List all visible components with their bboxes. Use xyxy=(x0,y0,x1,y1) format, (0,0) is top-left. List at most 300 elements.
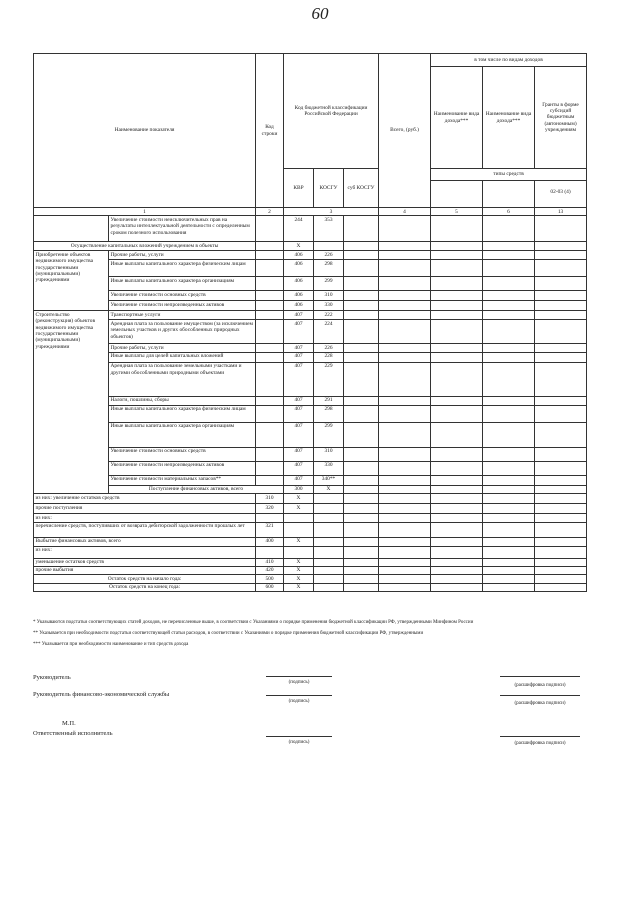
value-cell xyxy=(535,422,587,447)
value-cell xyxy=(431,251,483,260)
row-code: 320 xyxy=(256,504,284,514)
signature-executor-decode-line xyxy=(500,736,580,737)
value-cell xyxy=(483,522,535,537)
header-indicator: Наименование показателя xyxy=(34,54,256,208)
value-cell xyxy=(379,260,431,277)
value-cell xyxy=(483,504,535,514)
value-cell xyxy=(379,546,431,558)
value-cell xyxy=(379,301,431,311)
kvr-cell: X xyxy=(284,583,314,591)
table-row xyxy=(34,522,587,537)
row-code xyxy=(256,514,284,522)
value-cell xyxy=(483,566,535,574)
value-cell xyxy=(535,575,587,583)
value-cell xyxy=(344,242,379,251)
row-label: Увеличение стоимости основных средств xyxy=(109,447,256,461)
row-label: Иные выплаты капитального характера организациям xyxy=(109,277,256,291)
row-label: Увеличение стоимости основных средств xyxy=(109,291,256,301)
table-row xyxy=(34,291,587,301)
value-cell xyxy=(483,475,535,485)
value-cell xyxy=(535,242,587,251)
kosgu-cell: 229 xyxy=(314,362,344,396)
row-code xyxy=(256,277,284,291)
row-label: прочие выбытия xyxy=(34,566,256,574)
value-cell xyxy=(379,311,431,320)
row-code xyxy=(256,352,284,362)
value-cell xyxy=(344,494,379,504)
value-cell xyxy=(483,344,535,352)
kvr-cell xyxy=(284,546,314,558)
row-code xyxy=(256,546,284,558)
value-cell xyxy=(344,461,379,475)
column-number: 4 xyxy=(379,208,431,216)
column-number: 3 xyxy=(284,208,379,216)
kvr-cell: 407 xyxy=(284,461,314,475)
kvr-cell: 407 xyxy=(284,396,314,405)
row-code: 410 xyxy=(256,558,284,566)
value-cell xyxy=(535,344,587,352)
value-cell xyxy=(379,396,431,405)
value-cell xyxy=(431,566,483,574)
value-cell xyxy=(379,352,431,362)
value-cell xyxy=(344,311,379,320)
row-label: из них: xyxy=(34,514,256,522)
table-row xyxy=(34,242,587,251)
kvr-cell xyxy=(284,522,314,537)
kvr-cell: 407 xyxy=(284,344,314,352)
row-label: Увеличение стоимости материальных запасов** xyxy=(109,475,256,485)
value-cell xyxy=(483,558,535,566)
table-row xyxy=(34,396,587,405)
kosgu-cell: 330 xyxy=(314,301,344,311)
row-label: Арендная плата за пользование имуществом (за исключением земельных участков и других обособленных природных объектов) xyxy=(109,320,256,344)
kvr-cell: X xyxy=(284,504,314,514)
row-label: Иные выплаты капитального характера организациям xyxy=(109,422,256,447)
table-row xyxy=(34,494,587,504)
value-cell xyxy=(379,251,431,260)
column-numbers-row xyxy=(34,208,587,216)
row-code xyxy=(256,301,284,311)
value-cell xyxy=(431,422,483,447)
value-cell xyxy=(431,475,483,485)
value-cell xyxy=(344,216,379,242)
value-cell xyxy=(431,575,483,583)
value-cell xyxy=(431,504,483,514)
table-row xyxy=(34,352,587,362)
table-row xyxy=(34,546,587,558)
sign-caption: (подпись) xyxy=(288,740,310,745)
table-row xyxy=(34,320,587,344)
row-code xyxy=(256,422,284,447)
row-label: Поступление финансовых активов, всего xyxy=(109,485,284,493)
kosgu-cell: 226 xyxy=(314,344,344,352)
value-cell xyxy=(431,537,483,546)
value-cell xyxy=(431,362,483,396)
table-body xyxy=(34,216,587,592)
signature-head-sign-line xyxy=(266,676,332,677)
value-cell xyxy=(344,447,379,461)
value-cell xyxy=(431,216,483,242)
row-code xyxy=(256,242,284,251)
signature-finance-label: Руководитель финансово-экономической службы xyxy=(33,691,170,698)
kvr-cell: X xyxy=(284,242,314,251)
value-cell xyxy=(431,522,483,537)
value-cell xyxy=(344,396,379,405)
kosgu-cell xyxy=(314,504,344,514)
row-label: прочие поступления xyxy=(34,504,256,514)
value-cell xyxy=(483,320,535,344)
row-label: уменьшение остатков средств xyxy=(34,558,256,566)
row-label: Увеличение стоимости непроизведенных активов xyxy=(109,461,256,475)
row-code xyxy=(256,447,284,461)
value-cell xyxy=(535,494,587,504)
value-cell xyxy=(379,461,431,475)
kvr-cell: X xyxy=(284,537,314,546)
row-code xyxy=(256,461,284,475)
kvr-cell: 407 xyxy=(284,447,314,461)
header-incl: в том числе по видам доходов xyxy=(431,54,587,67)
signature-head-decode-line xyxy=(500,676,580,677)
value-cell xyxy=(379,485,431,493)
row-code xyxy=(256,475,284,485)
table-row xyxy=(34,311,587,320)
value-cell xyxy=(535,320,587,344)
header-kvr: КВР xyxy=(284,169,314,208)
value-cell xyxy=(344,422,379,447)
header-grants-code: 02-03 (4) xyxy=(550,189,571,195)
value-cell xyxy=(379,504,431,514)
value-cell xyxy=(431,461,483,475)
kosgu-cell: 291 xyxy=(314,396,344,405)
row-label: Иные выплаты капитального характера физическим лицам xyxy=(109,405,256,422)
value-cell xyxy=(535,352,587,362)
table-row xyxy=(34,260,587,277)
value-cell xyxy=(535,405,587,422)
value-cell xyxy=(344,277,379,291)
value-cell xyxy=(483,537,535,546)
value-cell xyxy=(379,344,431,352)
value-cell xyxy=(379,475,431,485)
kosgu-cell xyxy=(314,558,344,566)
value-cell xyxy=(344,260,379,277)
header-income-name-2: Наименование вида дохода*** xyxy=(483,67,535,169)
decode-caption: (расшифровка подписи) xyxy=(514,683,566,688)
row-code: 420 xyxy=(256,566,284,574)
value-cell xyxy=(344,405,379,422)
row-label: Транспортные услуги xyxy=(109,311,256,320)
value-cell xyxy=(431,320,483,344)
kvr-cell: X xyxy=(314,485,344,493)
row-label: из них: xyxy=(34,546,256,558)
value-cell xyxy=(483,251,535,260)
value-cell xyxy=(483,575,535,583)
header-row-code: Код строки xyxy=(256,54,284,208)
column-number: 2 xyxy=(256,208,284,216)
value-cell xyxy=(379,405,431,422)
value-cell xyxy=(535,260,587,277)
header-bcc: Код бюджетной классификации Российской Федерации xyxy=(284,54,379,169)
value-cell xyxy=(483,447,535,461)
kvr-cell: 244 xyxy=(284,216,314,242)
kvr-cell: 407 xyxy=(284,320,314,344)
value-cell xyxy=(535,447,587,461)
value-cell xyxy=(483,362,535,396)
stamp-place: М.П. xyxy=(62,720,76,727)
value-cell xyxy=(535,291,587,301)
row-label: Увеличение стоимости непроизведенных активов xyxy=(109,301,256,311)
kvr-cell: 407 xyxy=(284,422,314,447)
row-code xyxy=(256,291,284,301)
table-row xyxy=(34,558,587,566)
value-cell xyxy=(431,396,483,405)
decode-caption: (расшифровка подписи) xyxy=(514,701,566,706)
value-cell xyxy=(431,291,483,301)
signature-finance-sign-line xyxy=(266,695,332,696)
kosgu-cell xyxy=(314,494,344,504)
row-code xyxy=(256,216,284,242)
value-cell xyxy=(379,558,431,566)
row-code xyxy=(256,405,284,422)
row-label: Налоги, пошлины, сборы xyxy=(109,396,256,405)
kosgu-cell: 310 xyxy=(314,447,344,461)
value-cell xyxy=(483,405,535,422)
table-row xyxy=(34,344,587,352)
value-cell xyxy=(379,320,431,344)
value-cell xyxy=(431,546,483,558)
value-cell xyxy=(535,301,587,311)
kvr-cell: X xyxy=(284,575,314,583)
value-cell xyxy=(535,537,587,546)
value-cell xyxy=(344,566,379,574)
value-cell xyxy=(483,352,535,362)
value-cell xyxy=(344,583,379,591)
kvr-cell: 406 xyxy=(284,291,314,301)
value-cell xyxy=(344,475,379,485)
row-code xyxy=(256,362,284,396)
value-cell xyxy=(483,485,535,493)
table-row xyxy=(34,301,587,311)
value-cell xyxy=(483,514,535,522)
table-row xyxy=(34,277,587,291)
decode-caption: (расшифровка подписи) xyxy=(514,741,566,746)
kvr-cell: X xyxy=(284,494,314,504)
value-cell xyxy=(483,242,535,251)
row-label: Остаток средств на конец года: xyxy=(34,583,256,591)
kvr-cell: 406 xyxy=(284,277,314,291)
value-cell xyxy=(379,216,431,242)
header-total: Всего, (руб.) xyxy=(379,54,431,208)
column-number: 13 xyxy=(535,208,587,216)
row-label: Прочие работы, услуги xyxy=(109,251,256,260)
table-row xyxy=(34,362,587,396)
value-cell xyxy=(379,575,431,583)
value-cell xyxy=(379,583,431,591)
value-cell xyxy=(483,301,535,311)
page-number: 60 xyxy=(311,4,329,23)
value-cell xyxy=(535,504,587,514)
kosgu-cell: 228 xyxy=(314,352,344,362)
value-cell xyxy=(431,485,483,493)
header-grants: Гранты в форме субсидий бюджетным (автономным) учреждениям xyxy=(535,67,587,169)
table-row xyxy=(34,251,587,260)
value-cell xyxy=(344,537,379,546)
value-cell xyxy=(344,558,379,566)
value-cell xyxy=(535,216,587,242)
value-cell xyxy=(431,301,483,311)
value-cell xyxy=(344,352,379,362)
header-funds-type: типы средств xyxy=(431,169,586,181)
kosgu-cell xyxy=(314,514,344,522)
kvr-cell: 406 xyxy=(284,260,314,277)
value-cell xyxy=(344,291,379,301)
value-cell xyxy=(483,461,535,475)
value-cell xyxy=(344,301,379,311)
value-cell xyxy=(535,311,587,320)
value-cell xyxy=(483,277,535,291)
kosgu-cell: 310 xyxy=(314,291,344,301)
row-code xyxy=(256,396,284,405)
group-label: Приобретение объектов недвижимого имущества государственными (муниципальными) учреждениями xyxy=(34,251,109,311)
kvr-cell: X xyxy=(284,558,314,566)
table-row xyxy=(34,485,587,493)
value-cell xyxy=(344,320,379,344)
value-cell xyxy=(379,494,431,504)
kvr-cell: X xyxy=(284,566,314,574)
kosgu-cell: 224 xyxy=(314,320,344,344)
table-row xyxy=(34,461,587,475)
value-cell xyxy=(535,362,587,396)
group-label: Строительство (реконструкция) объектов недвижимого имущества государственными (муниципальными) учреждениями xyxy=(34,311,109,494)
table-header xyxy=(34,54,587,216)
sign-caption: (подпись) xyxy=(288,680,310,685)
row-label: Иные выплаты для целей капитальных вложений xyxy=(109,352,256,362)
kvr-cell: 407 xyxy=(284,311,314,320)
value-cell xyxy=(535,251,587,260)
kosgu-cell xyxy=(314,546,344,558)
sign-caption: (подпись) xyxy=(288,699,310,704)
table-row xyxy=(34,575,587,583)
row-code: 400 xyxy=(256,537,284,546)
row-code xyxy=(256,320,284,344)
value-cell xyxy=(431,352,483,362)
table-row xyxy=(34,514,587,522)
value-cell xyxy=(483,396,535,405)
value-cell xyxy=(535,277,587,291)
value-cell xyxy=(379,422,431,447)
report-table xyxy=(33,53,587,592)
value-cell xyxy=(379,362,431,396)
signature-head-label: Руководитель xyxy=(33,674,71,681)
kvr-cell: 406 xyxy=(284,251,314,260)
table-row xyxy=(34,504,587,514)
row-label: перечисление средств, поступивших от возврата дебиторской задолженности прошлых лет xyxy=(34,522,256,537)
table-row xyxy=(34,447,587,461)
kosgu-cell: 298 xyxy=(314,405,344,422)
value-cell xyxy=(483,311,535,320)
footnote: * Указываются подстатьи соответствующих статей доходов, не перечисленные выше, в соответствии с Указаниями о порядке применения бюджетной классификации РФ, утвержденными Минфином России xyxy=(33,620,474,625)
value-cell xyxy=(344,251,379,260)
column-number: 6 xyxy=(483,208,535,216)
value-cell xyxy=(431,405,483,422)
row-label: Иные выплаты капитального характера физическим лицам xyxy=(109,260,256,277)
value-cell xyxy=(431,311,483,320)
row-label: Выбытие финансовых активов, всего xyxy=(34,537,256,546)
value-cell xyxy=(379,447,431,461)
table-row xyxy=(34,566,587,574)
value-cell xyxy=(431,583,483,591)
row-code xyxy=(256,251,284,260)
table-row xyxy=(34,537,587,546)
kvr-cell: 407 xyxy=(284,352,314,362)
value-cell xyxy=(344,522,379,537)
value-cell xyxy=(483,546,535,558)
value-cell xyxy=(535,546,587,558)
value-cell xyxy=(535,514,587,522)
row-label: Прочие работы, услуги xyxy=(109,344,256,352)
value-cell xyxy=(535,583,587,591)
section-title: Осуществление капитальных вложений учреждением в объекты xyxy=(34,242,256,251)
table-row xyxy=(34,583,587,591)
row-code xyxy=(256,260,284,277)
kvr-cell: 407 xyxy=(284,362,314,396)
value-cell xyxy=(535,485,587,493)
signature-executor-label: Ответственный исполнитель xyxy=(33,730,113,737)
kosgu-cell xyxy=(314,575,344,583)
signature-finance-decode-line xyxy=(500,695,580,696)
value-cell xyxy=(483,422,535,447)
row-code: 300 xyxy=(284,485,314,493)
header-subkosgu: суб КОСГУ xyxy=(344,169,379,208)
value-cell xyxy=(535,396,587,405)
row-code: 321 xyxy=(256,522,284,537)
kosgu-cell: 340** xyxy=(314,475,344,485)
table-row xyxy=(34,422,587,447)
column-number: 1 xyxy=(34,208,256,216)
row-code: 600 xyxy=(256,583,284,591)
kosgu-cell xyxy=(314,566,344,574)
value-cell xyxy=(483,583,535,591)
kosgu-cell xyxy=(344,485,379,493)
footnote: *** Указывается при необходимости наименование и тип средств дохода xyxy=(33,641,189,647)
kosgu-cell: 226 xyxy=(314,251,344,260)
row-label: Арендная плата за пользование земельными участками и другими обособленными природными объектами xyxy=(109,362,256,396)
kosgu-cell xyxy=(314,242,344,251)
kosgu-cell xyxy=(314,583,344,591)
value-cell xyxy=(483,291,535,301)
kosgu-cell: 330 xyxy=(314,461,344,475)
value-cell xyxy=(535,522,587,537)
header-funds-type-cell xyxy=(431,169,587,208)
signature-executor-sign-line xyxy=(266,736,332,737)
footnote: ** Указывается при необходимости подстатьи соответствующей статьи расходов, в соответствии с Указаниями о порядке применения бюджетной классификации РФ, утвержденными xyxy=(33,630,424,636)
value-cell xyxy=(379,277,431,291)
value-cell xyxy=(344,504,379,514)
row-code xyxy=(256,344,284,352)
table-row xyxy=(34,216,587,242)
row-label: из них: увеличение остатков средств xyxy=(34,494,256,504)
value-cell xyxy=(379,242,431,251)
header-kosgu: КОСГУ xyxy=(314,169,344,208)
value-cell xyxy=(431,344,483,352)
value-cell xyxy=(379,291,431,301)
kosgu-cell: 222 xyxy=(314,311,344,320)
value-cell xyxy=(483,216,535,242)
value-cell xyxy=(535,558,587,566)
value-cell xyxy=(431,558,483,566)
row-code: 310 xyxy=(256,494,284,504)
value-cell xyxy=(431,494,483,504)
value-cell xyxy=(431,447,483,461)
